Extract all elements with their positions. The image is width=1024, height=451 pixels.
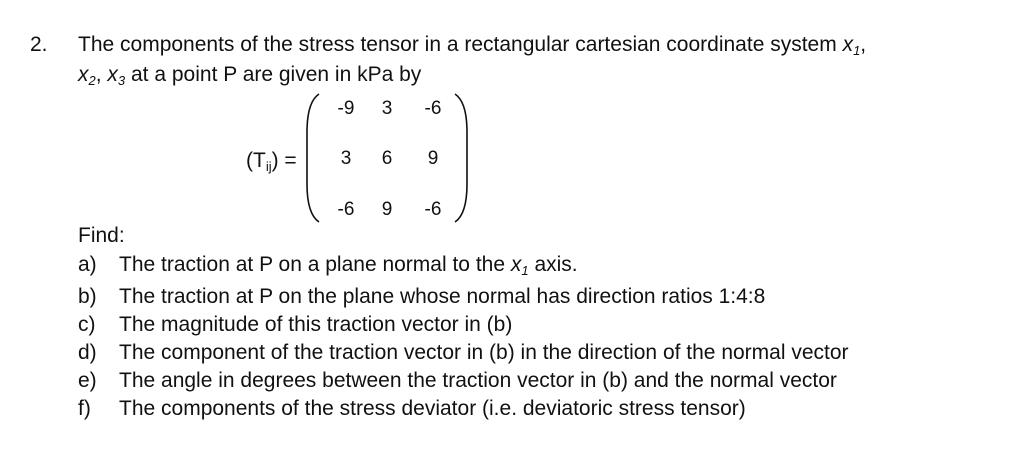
item-text-f: The components of the stress deviator (i.e. deviatoric stress tensor): [119, 397, 746, 420]
matrix-cell-12: 3: [381, 98, 393, 119]
matrix-cell-31: -6: [337, 199, 355, 220]
item-text-b: The traction at P on the plane whose normal has direction ratios 1:4:8: [119, 285, 766, 308]
intro-text-2: at a point P are given in kPa by: [131, 63, 422, 86]
matrix-cell-13: -6: [424, 98, 442, 119]
intro-line-1: [78, 33, 866, 57]
intro-text: The components of the stress tensor in a rectangular cartesian coordinate system: [78, 33, 837, 56]
item-text-a: The traction at P on a plane normal to the $x_1$ axis.: [119, 253, 578, 278]
item-letter-f: f): [78, 397, 91, 420]
item-letter-c: c): [78, 313, 96, 336]
var-x2: $x_2$: [78, 63, 96, 88]
problem-number: 2.: [30, 33, 48, 56]
matrix-cell-32: 9: [381, 199, 393, 220]
item-letter-a: a): [78, 253, 97, 276]
right-bracket: [455, 94, 467, 222]
stress-matrix: [306, 92, 468, 224]
matrix-cell-33: -6: [424, 199, 442, 220]
var-x3: $x_3$: [107, 63, 126, 88]
item-text-e: The angle in degrees between the traction vector in (b) and the normal vector: [119, 369, 837, 392]
left-bracket: [307, 94, 319, 222]
item-text-d: The component of the traction vector in (b) in the direction of the normal vector: [119, 341, 849, 364]
var-x1: $x_1$: [510, 253, 529, 278]
matrix-label: $(T_{ij})$ =: [246, 149, 297, 174]
matrix-cell-11: -9: [337, 98, 355, 119]
comma: ,: [860, 33, 867, 56]
item-text-c: The magnitude of this traction vector in (b): [119, 313, 513, 336]
matrix-cell-21: 3: [340, 148, 352, 169]
item-letter-e: e): [78, 369, 97, 392]
var-x1: $x_1$: [842, 33, 861, 58]
item-letter-d: d): [78, 341, 97, 364]
matrix-cell-22: 6: [381, 148, 393, 169]
intro-line-2: [78, 63, 421, 87]
item-letter-b: b): [78, 285, 97, 308]
comma: ,: [95, 63, 102, 86]
matrix-cell-23: 9: [427, 148, 439, 169]
find-heading: Find:: [78, 224, 125, 247]
